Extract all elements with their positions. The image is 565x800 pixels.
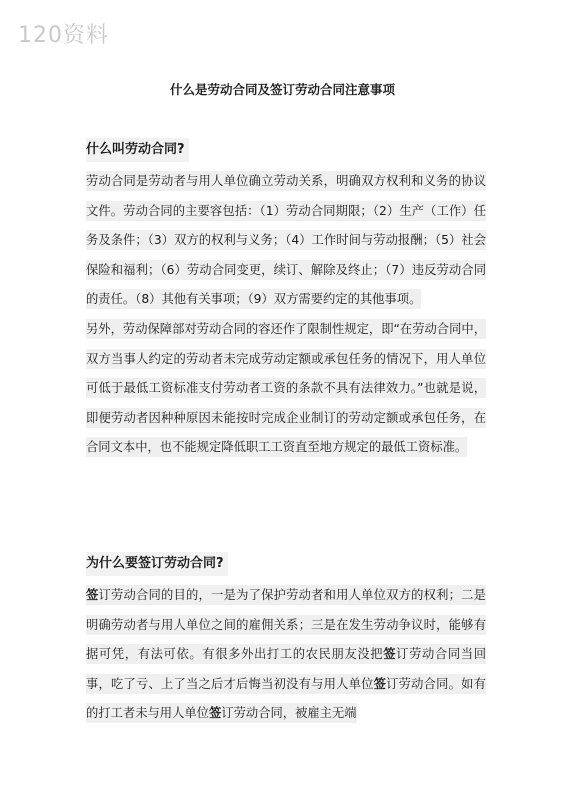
section-body	[86, 581, 486, 729]
watermark: 120资料	[18, 23, 109, 48]
section-why-sign-contract	[86, 552, 486, 729]
paragraph-text: 劳动合同是劳动者与用人单位确立劳动关系，明确双方权利和义务的协议文件。劳动合同的主要容包括：（1）劳动合同期限；（2）生产（工作）任务及条件；（3）双方的权利与义务；（4）工作时间与劳动报酬；（5）社会保险和福利；（6）劳动合同变更，续订、解除及终止；（7）违反劳动合同的责任。（8）其他有关事项；（9）双方需要约定的其他事项。	[86, 171, 486, 309]
emphasis-text: 签	[86, 588, 99, 602]
emphasis-text: 签	[373, 676, 387, 691]
text-run: 订劳动合同当回事，吃了亏、上了当之后才后悔当初没有与用人单位	[86, 647, 486, 691]
text-run: 订劳动合同。如有的打工者未与用人单位	[86, 676, 486, 721]
paragraph-text: 另外，劳动保障部对劳动合同的容还作了限制性规定，即“在劳动合同中，双方当事人约定的劳动者未完成劳动定额或承包任务的情况下，用人单位可低于最低工资标准支付劳动者工资的条款不具有法律效力。”也就是说，即便劳动者因种种原因未能按时完成企业制订的劳动定额或承包任务，在合同文本中，也不能规定降低职工工资直至地方规定的最低工资标准。	[86, 319, 486, 457]
document-title: 什么是劳动合同及签订劳动合同注意事项	[169, 82, 395, 97]
paragraph	[86, 167, 486, 315]
section-what-is-labor-contract	[86, 138, 486, 463]
section-heading: 什么叫劳动合同?	[86, 138, 189, 162]
paragraph	[86, 581, 486, 729]
text-run: 订劳动合同的目的，一是为了保护劳动者和用人单位双方的权利；二是明确劳动者与用人单位之间的雇佣关系；三是在发生劳动争议时，能够有据可凭，有法可依。有很多外出打工的农民朋友没把	[86, 588, 486, 662]
section-body	[86, 167, 486, 463]
emphasis-text: 签	[208, 706, 222, 721]
section-heading: 为什么要签订劳动合同?	[86, 552, 228, 576]
paragraph-text	[86, 585, 486, 723]
text-run: 订劳动合同，被雇主无端	[221, 706, 357, 721]
paragraph	[86, 315, 486, 463]
emphasis-text: 签	[383, 647, 397, 662]
